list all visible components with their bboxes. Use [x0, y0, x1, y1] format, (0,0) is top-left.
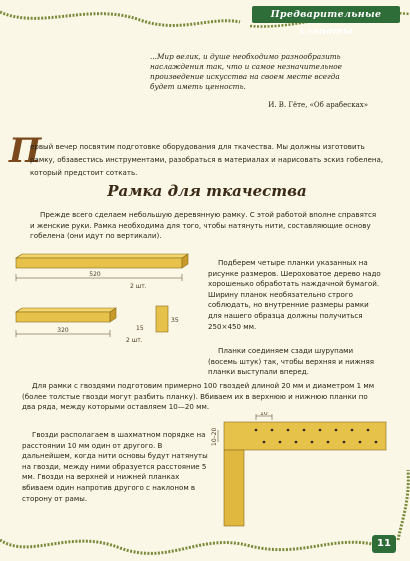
nail-frame-diagram	[210, 412, 390, 527]
epigraph-line: ...Мир велик, и душе необходимо разнообразить	[150, 52, 341, 61]
count-label: 2 шт.	[130, 283, 147, 290]
dim-10-20: 10–20	[211, 427, 218, 446]
plank-long	[16, 258, 182, 268]
section-heading: Рамка для ткачества	[107, 182, 307, 200]
plank-long-top	[16, 254, 188, 258]
dim-10: 10	[260, 412, 268, 417]
frame-top-plank	[224, 422, 386, 450]
dim-15: 15	[136, 325, 144, 332]
plank-short	[16, 312, 110, 322]
page-number: 11	[372, 535, 396, 553]
epigraph-source: И. В. Гёте, «Об арабесках»	[268, 101, 368, 109]
running-head: Предварительные хлопоты	[252, 6, 400, 23]
frame-side-plank	[224, 450, 244, 526]
epigraph-line: наслаждения так, что и самое незначительное	[150, 62, 342, 71]
intro-paragraph: ервый вечер посвятим подготовке оборудования для ткачества. Мы должны изготовить рамку, обзавестись инструментами, разобраться в материалах и нарисовать эскиз гобелена, который предстоит соткать.	[30, 142, 384, 177]
dim-520: 520	[89, 271, 101, 278]
count-label: 2 шт.	[126, 337, 143, 344]
drop-cap: П	[9, 131, 42, 171]
paragraph-1: Прежде всего сделаем небольшую деревянную рамку. С этой работой вполне справятся и женские руки. Рамка необходима для того, чтобы натянуть нити, составляющие основу гобелена (они идут по вертикали).	[30, 210, 377, 241]
epigraph-line: будет иметь ценность.	[150, 82, 246, 91]
planks-diagram	[10, 250, 210, 370]
paragraph-5: Гвозди располагаем в шахматном порядке на расстоянии 10 мм один от другого. В дальнейшем, когда нити основы будут натянуты на гвозди, между ними образуется расстояние 5 мм. Гвозди на верхней и нижней планках вбиваем один напротив другого с наклоном в сторону от рамы.	[22, 430, 208, 503]
plank-cross-section	[156, 306, 168, 332]
paragraph-4: Для рамки с гвоздями подготовим примерно 100 гвоздей длиной 20 мм и диаметром 1 мм (более толстые гвозди могут разбить планку). Вбиваем их в верхнюю и нижнюю планки по два ряда, между которыми оставляем 10—20 мм.	[22, 381, 375, 412]
dim-35: 35	[171, 317, 179, 324]
dim-320: 320	[57, 327, 69, 334]
paragraph-3: Планки соединяем сзади шурупами (восемь штук) так, чтобы верхняя и нижняя планки выступали вперед.	[208, 346, 374, 377]
paragraph-2: Подберем четыре планки указанных на рисунке размеров. Шероховатое дерево надо хорошенько обработать наждачной бумагой. Ширину планок необязательно строго соблюдать, но внутренние размеры рамки для нашего образца должны получиться 250×450 мм.	[208, 258, 381, 331]
epigraph	[150, 52, 368, 92]
epigraph-line: произведение искусства на своем месте всегда	[150, 72, 340, 81]
